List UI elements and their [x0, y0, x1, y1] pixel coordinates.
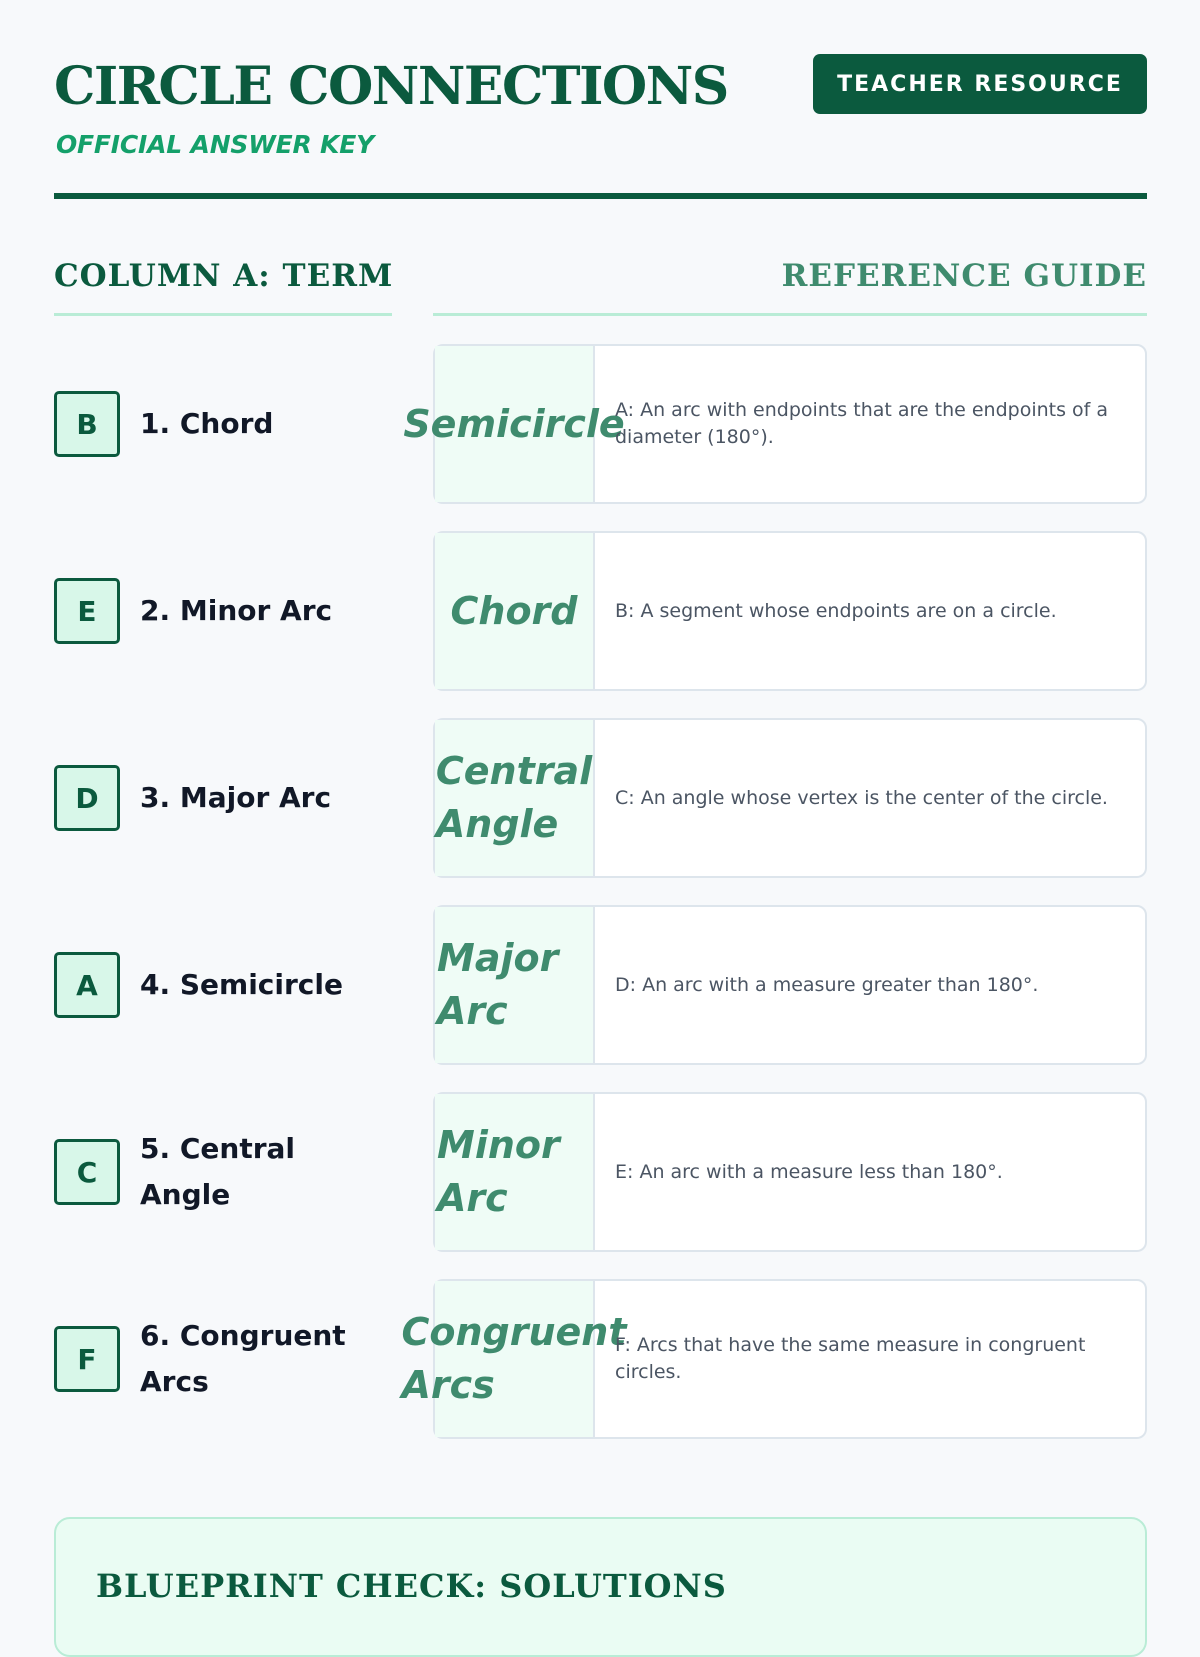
- reference-guide-heading: REFERENCE GUIDE: [781, 258, 1147, 294]
- column-a-heading: COLUMN A: TERM: [54, 258, 394, 294]
- reference-definition: B: A segment whose endpoints are on a circle.: [615, 599, 1057, 622]
- reference-term: Congruent Arcs: [435, 1281, 595, 1437]
- answer-box[interactable]: E: [54, 578, 120, 644]
- reference-card: [433, 905, 1147, 1065]
- term-row: [54, 1279, 394, 1439]
- reference-definition: A: An arc with endpoints that are the endpoints of a diameter (180°).: [615, 399, 1109, 448]
- term-row: [54, 531, 394, 691]
- reference-guide-underline: [433, 313, 1147, 316]
- answer-box[interactable]: A: [54, 952, 120, 1018]
- column-a-underline: [54, 313, 392, 316]
- answer-box[interactable]: B: [54, 391, 120, 457]
- term-row: [54, 905, 394, 1065]
- term-row: [54, 344, 394, 504]
- blueprint-check-panel: [54, 1517, 1147, 1657]
- term-label: 4. Semicircle: [140, 968, 343, 1001]
- page-subtitle: OFFICIAL ANSWER KEY: [56, 130, 374, 159]
- reference-term: Chord: [435, 533, 595, 689]
- reference-term: Central Angle: [435, 720, 595, 876]
- reference-card: [401, 1279, 1147, 1439]
- teacher-resource-badge: TEACHER RESOURCE: [813, 54, 1147, 114]
- answer-box[interactable]: D: [54, 765, 120, 831]
- reference-card: [433, 1092, 1147, 1252]
- term-label: 1. Chord: [140, 407, 274, 440]
- reference-term: Minor Arc: [435, 1094, 595, 1250]
- term-label: 6. Congruent Arcs: [140, 1319, 346, 1398]
- header-divider: [54, 193, 1147, 199]
- term-row: [54, 1092, 394, 1252]
- term-row: [54, 718, 394, 878]
- reference-card: [433, 718, 1147, 878]
- reference-term: Major Arc: [435, 907, 595, 1063]
- page-title: CIRCLE CONNECTIONS: [54, 56, 728, 117]
- reference-card: [403, 344, 1147, 504]
- reference-term: Semicircle: [435, 346, 595, 502]
- answer-box[interactable]: C: [54, 1139, 120, 1205]
- answer-box[interactable]: F: [54, 1326, 120, 1392]
- term-label: 3. Major Arc: [140, 781, 332, 814]
- reference-definition: C: An angle whose vertex is the center of the circle.: [615, 786, 1108, 809]
- reference-definition: D: An arc with a measure greater than 180°.: [615, 973, 1039, 996]
- term-label: 2. Minor Arc: [140, 594, 333, 627]
- reference-definition: E: An arc with a measure less than 180°.: [615, 1160, 1003, 1183]
- blueprint-check-title: BLUEPRINT CHECK: SOLUTIONS: [96, 1567, 727, 1605]
- reference-definition: F: Arcs that have the same measure in congruent circles.: [615, 1334, 1086, 1383]
- reference-card: [433, 531, 1147, 691]
- term-label: 5. Central Angle: [140, 1132, 296, 1211]
- answer-key-page: [54, 0, 1147, 1605]
